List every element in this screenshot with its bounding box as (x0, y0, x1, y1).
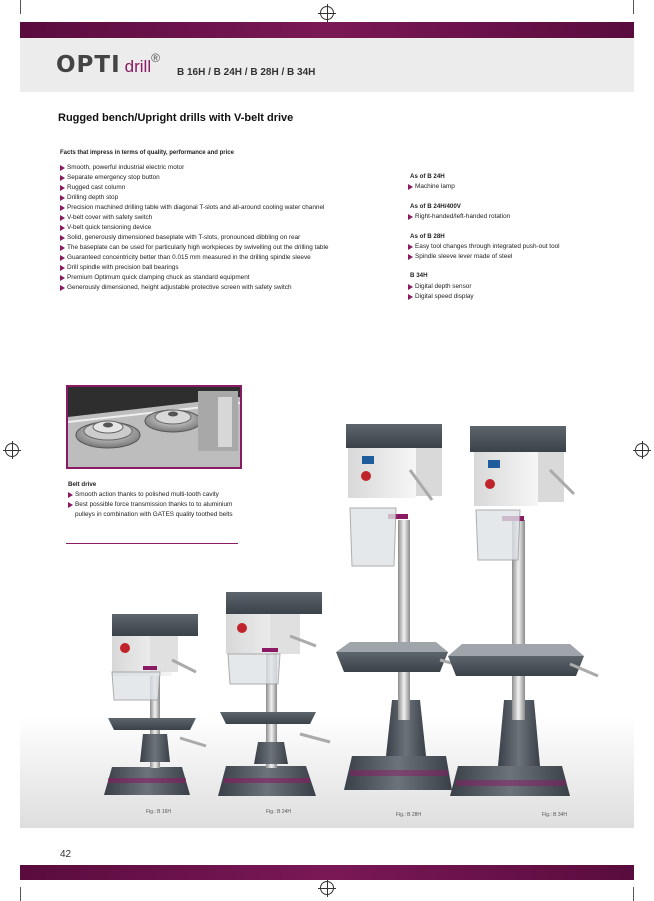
option-title: B 34H (410, 272, 428, 279)
list-item: Guaranteed concentricity better than 0.015 mm measured in the drilling spindle sleeve (60, 253, 378, 263)
figure-caption-b24h: Fig.: B 24H (266, 809, 292, 815)
figure-caption-b28h: Fig.: B 28H (396, 812, 422, 818)
list-item: Best possible force transmission thanks to to aluminium pulleys in combination with GATES quality toothed belts (68, 500, 236, 520)
option-title: As of B 24H (410, 173, 445, 180)
list-item: Rugged cast column (60, 183, 378, 193)
list-item: Easy tool changes through integrated push-out tool (408, 242, 628, 252)
bottom-color-bar (20, 865, 634, 880)
facts-title: Facts that impress in terms of quality, performance and price (60, 150, 234, 156)
machine-b24h (218, 592, 330, 796)
list-item: Smooth, powerful industrial electric motor (60, 163, 378, 173)
list-item: Smooth action thanks to polished multi-tooth cavity (68, 490, 236, 500)
model-list: B 16H / B 24H / B 28H / B 34H (177, 67, 316, 78)
list-item: Separate emergency stop button (60, 173, 378, 183)
belt-drive-title: Belt drive (68, 481, 97, 488)
machine-b28h (336, 424, 470, 790)
option-title: As of B 28H (410, 233, 445, 240)
list-item: The baseplate can be used for particularly high workpieces by swivelling out the drilling table (60, 243, 378, 253)
figure-caption-b16h: Fig.: B 16H (146, 809, 172, 815)
list-item: V-belt quick tensioning device (60, 223, 378, 233)
list-item: Solid, generously dimensioned baseplate with T-slots, pronounced dibbling on rear (60, 233, 378, 243)
page-headline: Rugged bench/Upright drills with V-belt drive (58, 112, 294, 124)
list-item: Generously dimensioned, height adjustable protective screen with safety switch (60, 283, 378, 293)
logo-opti: OPTI (56, 52, 121, 78)
list-item: Digital speed display (408, 292, 628, 302)
list-item: Digital depth sensor (408, 282, 628, 292)
figure-caption-b34h: Fig.: B 34H (542, 812, 568, 818)
machine-b34h (448, 426, 598, 796)
list-item: Machine lamp (408, 182, 628, 192)
list-item: V-belt cover with safety switch (60, 213, 378, 223)
list-item: Precision machined drilling table with diagonal T-slots and all-around cooling water channel (60, 203, 378, 213)
option-title: As of B 24H/400V (410, 203, 461, 210)
registered-mark: ® (151, 51, 160, 65)
list-item: Right-handed/left-handed rotation (408, 212, 628, 222)
list-item: Drilling depth stop (60, 193, 378, 203)
list-item: Spindle sleeve lever made of steel (408, 252, 628, 262)
list-item: Drill spindle with precision ball bearings (60, 263, 378, 273)
page-number: 42 (60, 849, 72, 860)
list-item: Premium Optimum quick clamping chuck as standard equipment (60, 273, 378, 283)
machine-b16h (104, 614, 206, 795)
logo-drill: drill (124, 57, 152, 76)
